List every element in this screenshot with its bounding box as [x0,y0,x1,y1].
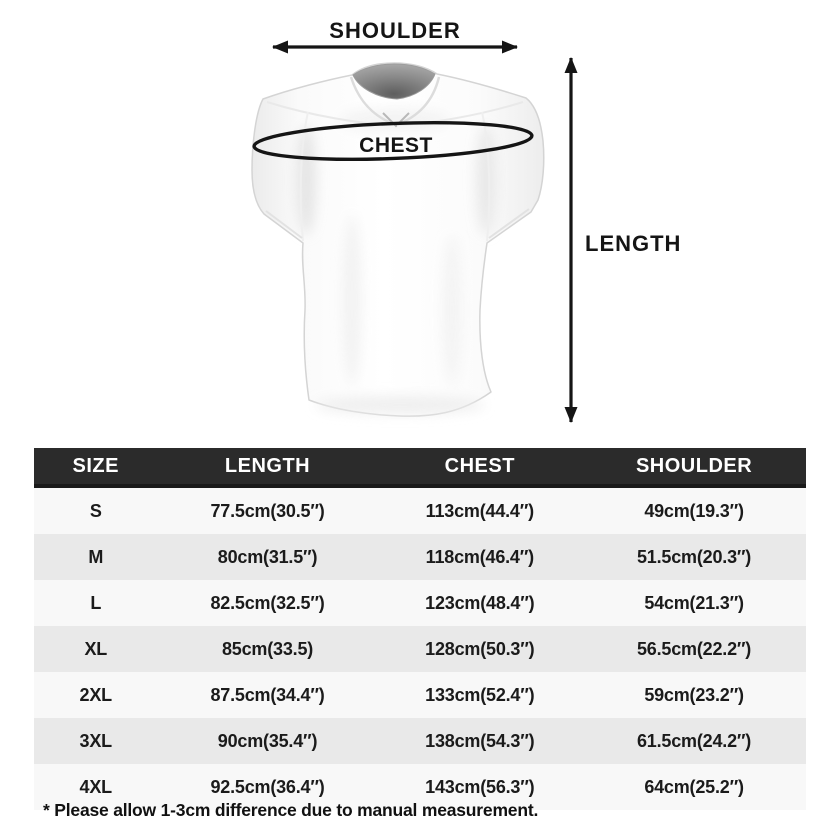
size-table [34,448,806,810]
table-row [34,626,806,672]
table-row [34,718,806,764]
cell-chest: 128cm(50.3″) [425,638,535,659]
header-size: SIZE [34,448,158,486]
chest-label: CHEST [359,134,433,157]
cell-shoulder: 64cm(25.2″) [644,776,744,797]
cell-length: 87.5cm(34.4″) [210,684,325,705]
cell-shoulder: 56.5cm(22.2″) [637,638,752,659]
header-shoulder: SHOULDER [582,448,806,486]
cell-shoulder: 51.5cm(20.3″) [637,546,752,567]
cell-size: M [88,546,104,567]
cell-size: 3XL [79,730,112,751]
cell-chest: 143cm(56.3″) [425,776,535,797]
cell-size: 4XL [79,776,112,797]
cell-shoulder: 54cm(21.3″) [644,592,744,613]
cell-shoulder: 49cm(19.3″) [644,500,744,521]
table-row [34,534,806,580]
table-header-row [34,448,806,486]
cell-length: 90cm(35.4″) [217,730,318,751]
shoulder-label: SHOULDER [329,18,461,43]
cell-size: XL [84,638,108,659]
cell-chest: 138cm(54.3″) [425,730,535,751]
table-row [34,672,806,718]
shirt-illustration [252,63,544,416]
header-chest: CHEST [378,448,583,486]
table-row [34,580,806,626]
cell-size: L [90,592,102,613]
header-length: LENGTH [158,448,378,486]
cell-length: 80cm(31.5″) [217,546,318,567]
cell-chest: 123cm(48.4″) [425,592,535,613]
cell-length: 85cm(33.5) [221,638,314,659]
table-row [34,486,806,534]
cell-size: S [89,500,102,521]
length-label: LENGTH [585,231,682,256]
cell-length: 82.5cm(32.5″) [210,592,325,613]
cell-length: 92.5cm(36.4″) [210,776,325,797]
cell-size: 2XL [79,684,112,705]
cell-shoulder: 59cm(23.2″) [644,684,744,705]
cell-chest: 113cm(44.4″) [425,500,534,521]
cell-chest: 133cm(52.4″) [425,684,535,705]
cell-shoulder: 61.5cm(24.2″) [637,730,752,751]
cell-chest: 118cm(46.4″) [425,546,534,567]
measurement-note: * Please allow 1-3cm difference due to manual measurement. [43,800,539,820]
cell-length: 77.5cm(30.5″) [210,500,325,521]
